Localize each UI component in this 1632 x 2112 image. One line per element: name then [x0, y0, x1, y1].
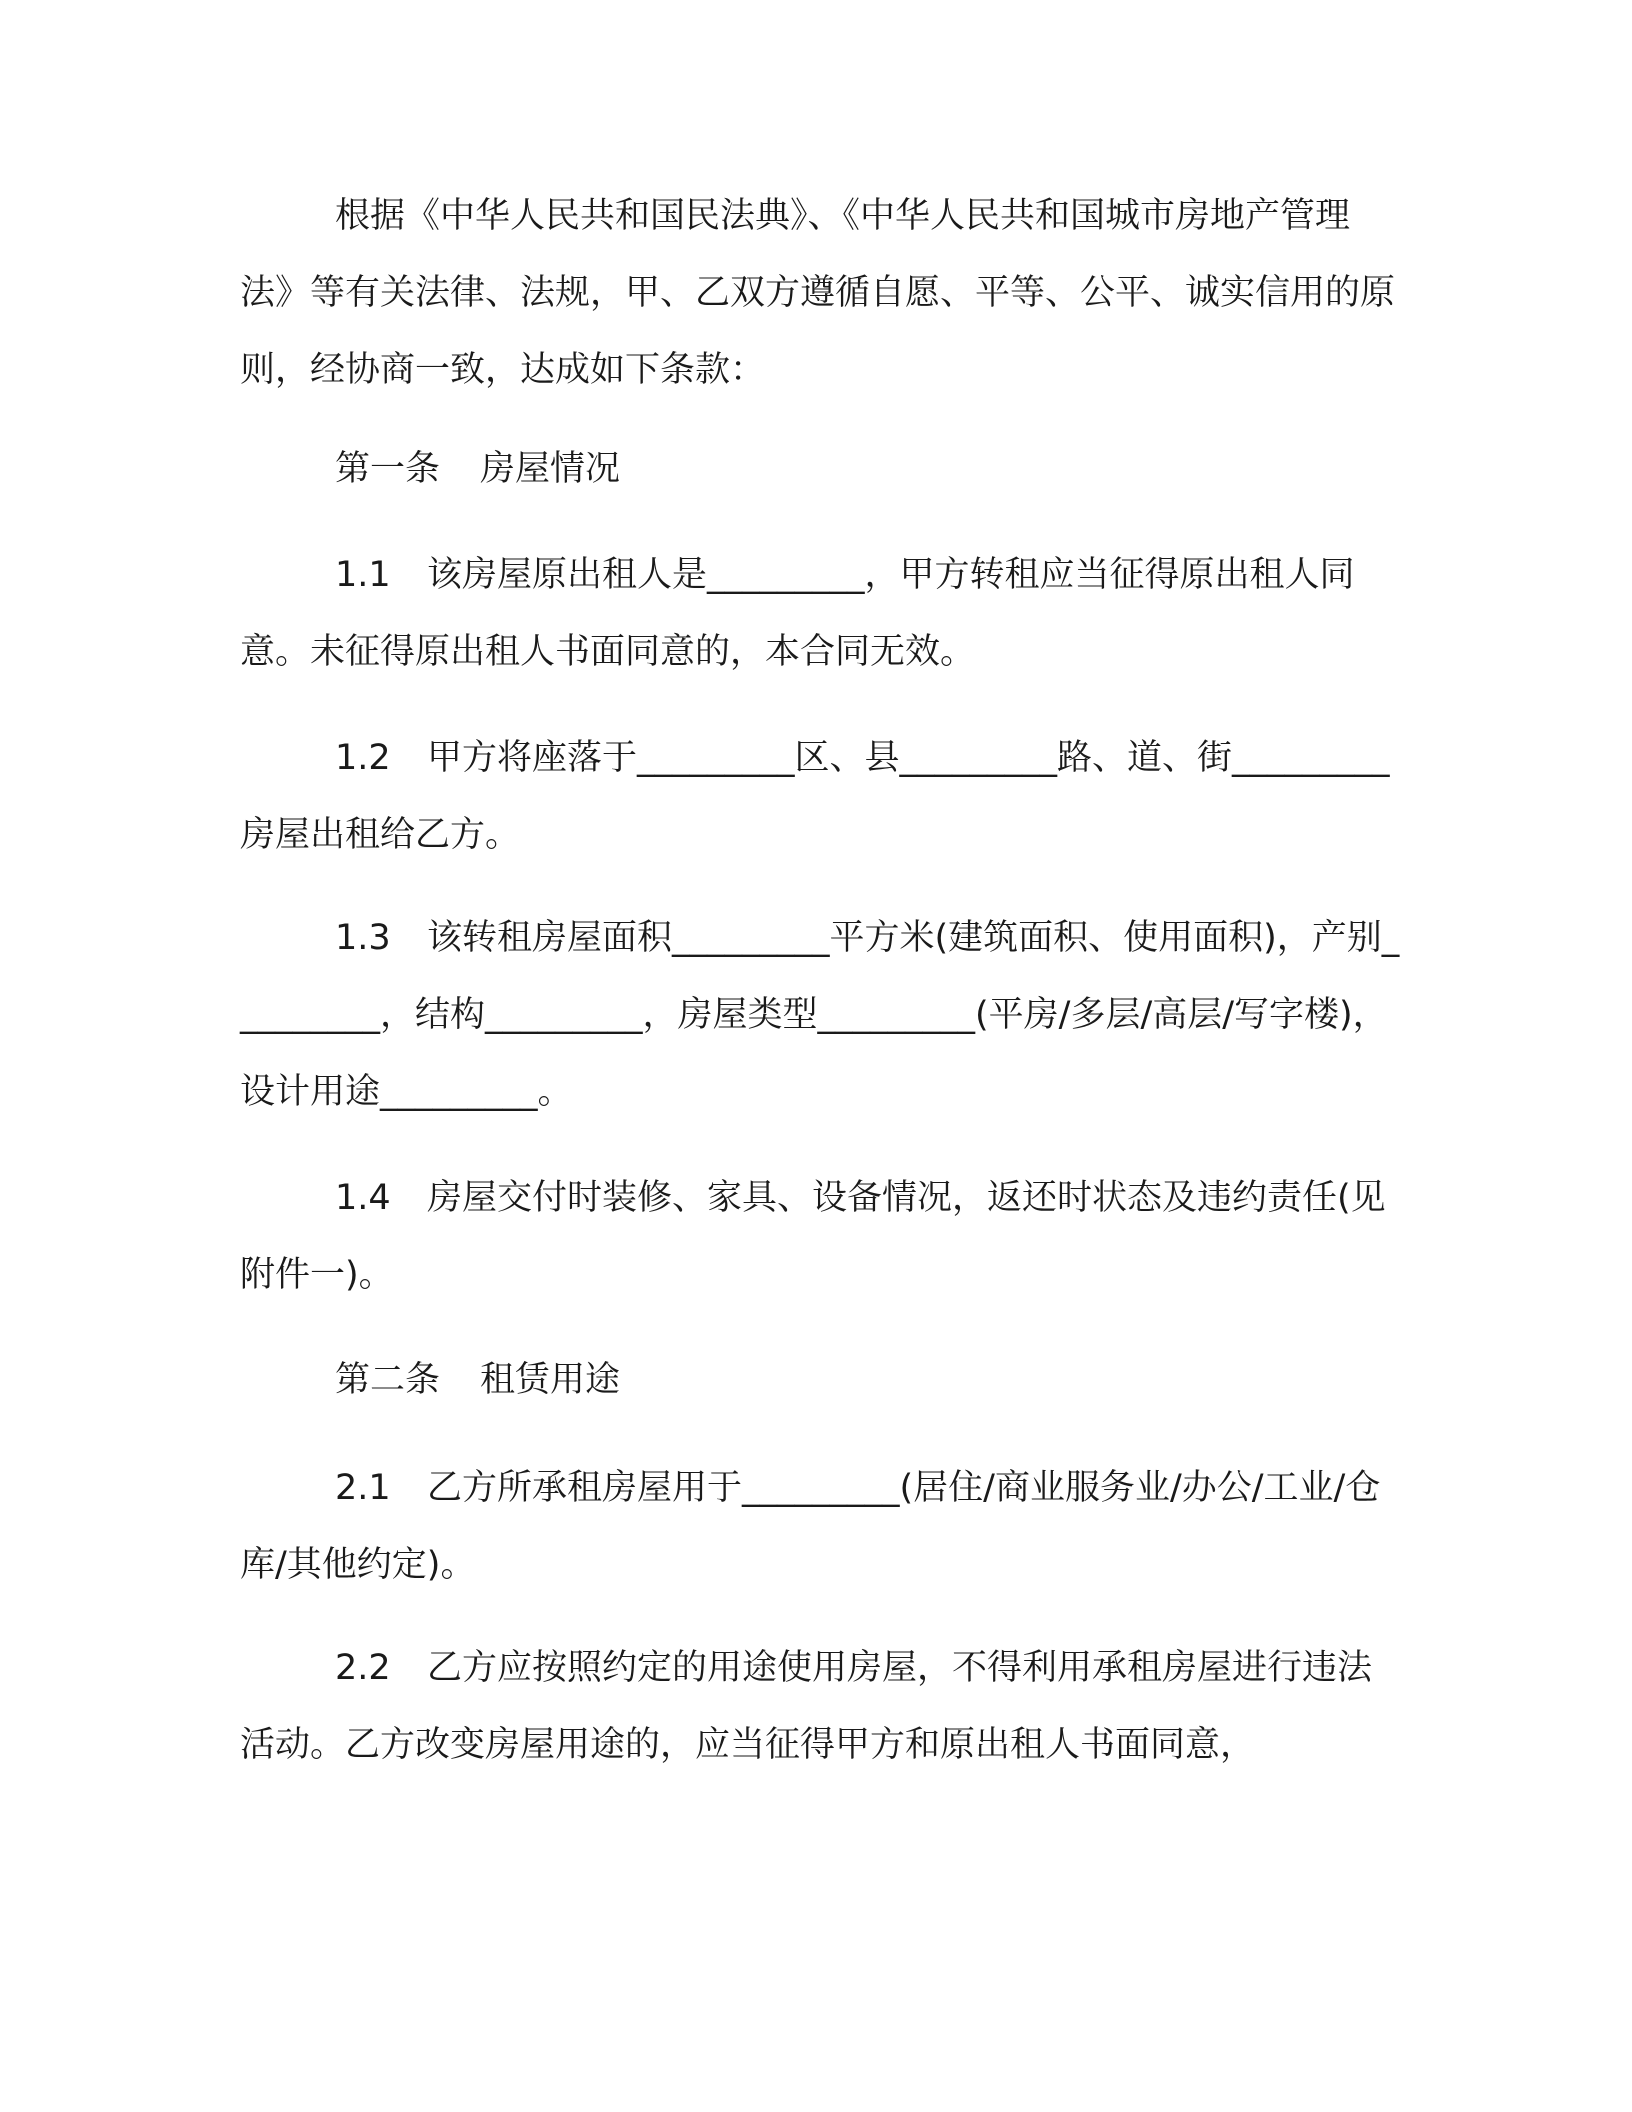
clause-2-1-number: 2.1 [335, 1468, 391, 1508]
clause-1-1-text: 该房屋原出租人是_________，甲方转租应当征得原出租人同意。未征得原出租人书面同意的，本合同无效。 [240, 555, 1355, 672]
clause-1-1 [240, 537, 1400, 691]
clause-1-2 [240, 720, 1400, 874]
clause-2-2-number: 2.2 [335, 1648, 391, 1688]
clause-2-1 [240, 1450, 1400, 1604]
article-2-title: 租赁用途 [480, 1360, 621, 1400]
clause-1-3-number: 1.3 [335, 918, 391, 958]
article-2-number: 第二条 [335, 1360, 441, 1400]
article-1-title: 房屋情况 [480, 449, 621, 489]
article-1-number: 第一条 [335, 449, 441, 489]
clause-1-3-text: 该转租房屋面积_________平方米(建筑面积、使用面积)，产别_________，结构_________，房屋类型_________(平房/多层/高层/写字楼)，设计用途_________。 [240, 918, 1400, 1112]
clause-1-2-text: 甲方将座落于_________区、县_________路、道、街_________房屋出租给乙方。 [240, 738, 1390, 855]
clause-1-4 [240, 1160, 1400, 1314]
clause-1-3 [240, 900, 1400, 1131]
clause-1-1-number: 1.1 [335, 555, 391, 595]
clause-2-1-text: 乙方所承租房屋用于_________(居住/商业服务业/办公/工业/仓库/其他约定)。 [240, 1468, 1381, 1585]
clause-1-2-number: 1.2 [335, 738, 391, 778]
clause-2-2-text: 乙方应按照约定的用途使用房屋，不得利用承租房屋进行违法活动。乙方改变房屋用途的，应当征得甲方和原出租人书面同意， [240, 1648, 1373, 1765]
clause-1-4-text: 房屋交付时装修、家具、设备情况，返还时状态及违约责任(见附件一)。 [240, 1178, 1386, 1295]
intro-paragraph: 根据《中华人民共和国民法典》、《中华人民共和国城市房地产管理法》等有关法律、法规，甲、乙双方遵循自愿、平等、公平、诚实信用的原则，经协商一致，达成如下条款： [240, 196, 1396, 390]
clause-1-4-number: 1.4 [335, 1178, 391, 1218]
article-2-heading [240, 1342, 1400, 1419]
article-1-heading [240, 431, 1400, 508]
clause-2-2 [240, 1630, 1400, 1784]
